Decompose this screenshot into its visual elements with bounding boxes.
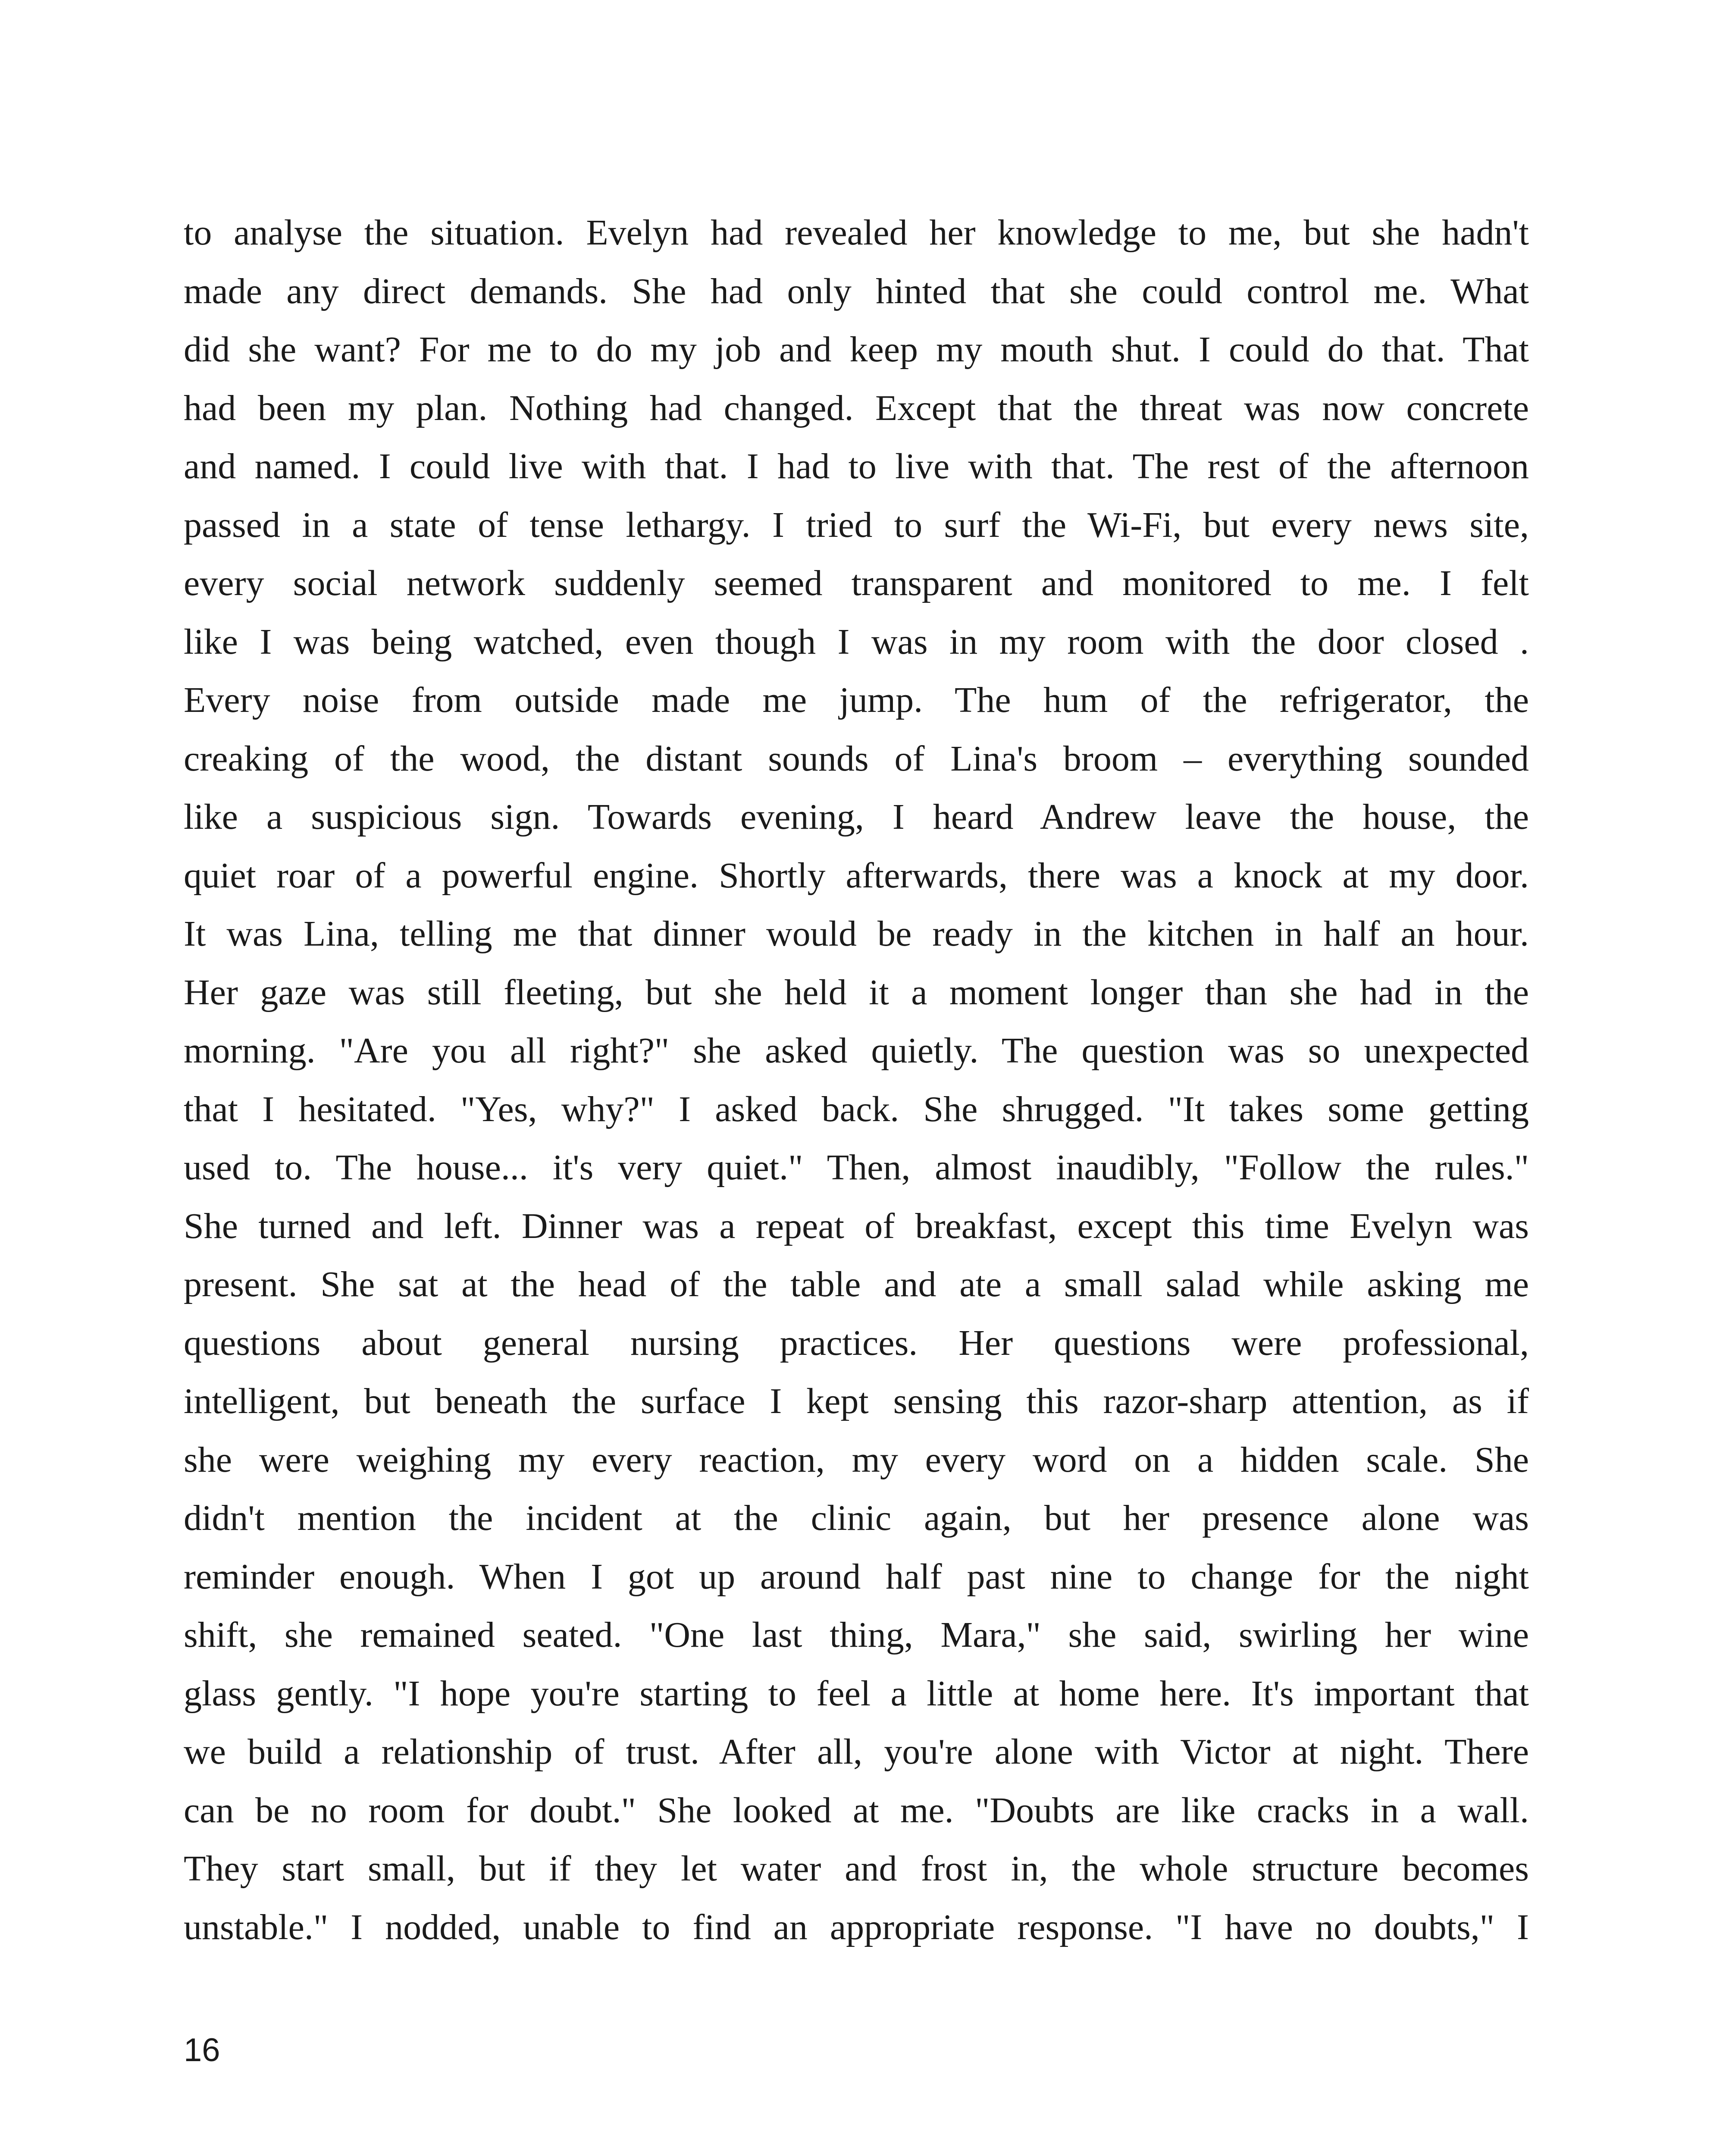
- text-line: They start small, but if they let water and frost in, the whole structure becomes: [184, 1849, 1529, 1889]
- text-line: passed in a state of tense lethargy. I tried to surf the Wi-Fi, but every news site,: [184, 505, 1529, 545]
- text-line: shift, she remained seated. "One last thing, Mara," she said, swirling her wine: [184, 1615, 1529, 1655]
- text-line: present. She sat at the head of the table and ate a small salad while asking me: [184, 1264, 1529, 1304]
- text-line: did she want? For me to do my job and keep my mouth shut. I could do that. That: [184, 329, 1529, 370]
- text-line: had been my plan. Nothing had changed. Except that the threat was now concrete: [184, 388, 1529, 428]
- text-line: questions about general nursing practices. Her questions were professional,: [184, 1322, 1529, 1363]
- text-line: used to. The house... it's very quiet." Then, almost inaudibly, "Follow the rules.": [184, 1147, 1529, 1188]
- text-line: every social network suddenly seemed transparent and monitored to me. I felt: [184, 563, 1529, 603]
- text-line: quiet roar of a powerful engine. Shortly afterwards, there was a knock at my door.: [184, 855, 1529, 896]
- text-line: Every noise from outside made me jump. The hum of the refrigerator, the: [184, 680, 1529, 720]
- text-line: reminder enough. When I got up around half past nine to change for the night: [184, 1556, 1529, 1597]
- text-line: to analyse the situation. Evelyn had revealed her knowledge to me, but she hadn't: [184, 213, 1529, 253]
- text-line: can be no room for doubt." She looked at me. "Doubts are like cracks in a wall.: [184, 1790, 1529, 1830]
- text-line: like a suspicious sign. Towards evening, I heard Andrew leave the house, the: [184, 797, 1529, 837]
- text-line: creaking of the wood, the distant sounds of Lina's broom – everything sounded: [184, 738, 1529, 779]
- text-line: she were weighing my every reaction, my every word on a hidden scale. She: [184, 1439, 1529, 1480]
- text-line: made any direct demands. She had only hinted that she could control me. What: [184, 271, 1529, 311]
- page-number: 16: [184, 2032, 220, 2068]
- text-line: we build a relationship of trust. After all, you're alone with Victor at night. There: [184, 1732, 1529, 1772]
- text-line: She turned and left. Dinner was a repeat of breakfast, except this time Evelyn was: [184, 1206, 1529, 1246]
- text-line: that I hesitated. "Yes, why?" I asked back. She shrugged. "It takes some getting: [184, 1089, 1529, 1129]
- text-line: It was Lina, telling me that dinner would be ready in the kitchen in half an hour.: [184, 914, 1529, 954]
- text-line: like I was being watched, even though I was in my room with the door closed .: [184, 621, 1529, 662]
- text-line: and named. I could live with that. I had to live with that. The rest of the afternoon: [184, 446, 1529, 486]
- text-line: didn't mention the incident at the clinic again, but her presence alone was: [184, 1498, 1529, 1538]
- text-line: Her gaze was still fleeting, but she held it a moment longer than she had in the: [184, 972, 1529, 1012]
- text-line: unstable." I nodded, unable to find an appropriate response. "I have no doubts," I: [184, 1907, 1529, 1947]
- text-line: morning. "Are you all right?" she asked quietly. The question was so unexpected: [184, 1031, 1529, 1071]
- text-line: glass gently. "I hope you're starting to feel a little at home here. It's important that: [184, 1673, 1529, 1714]
- text-line: intelligent, but beneath the surface I kept sensing this razor-sharp attention, as if: [184, 1381, 1529, 1421]
- body-text: [184, 204, 1529, 1956]
